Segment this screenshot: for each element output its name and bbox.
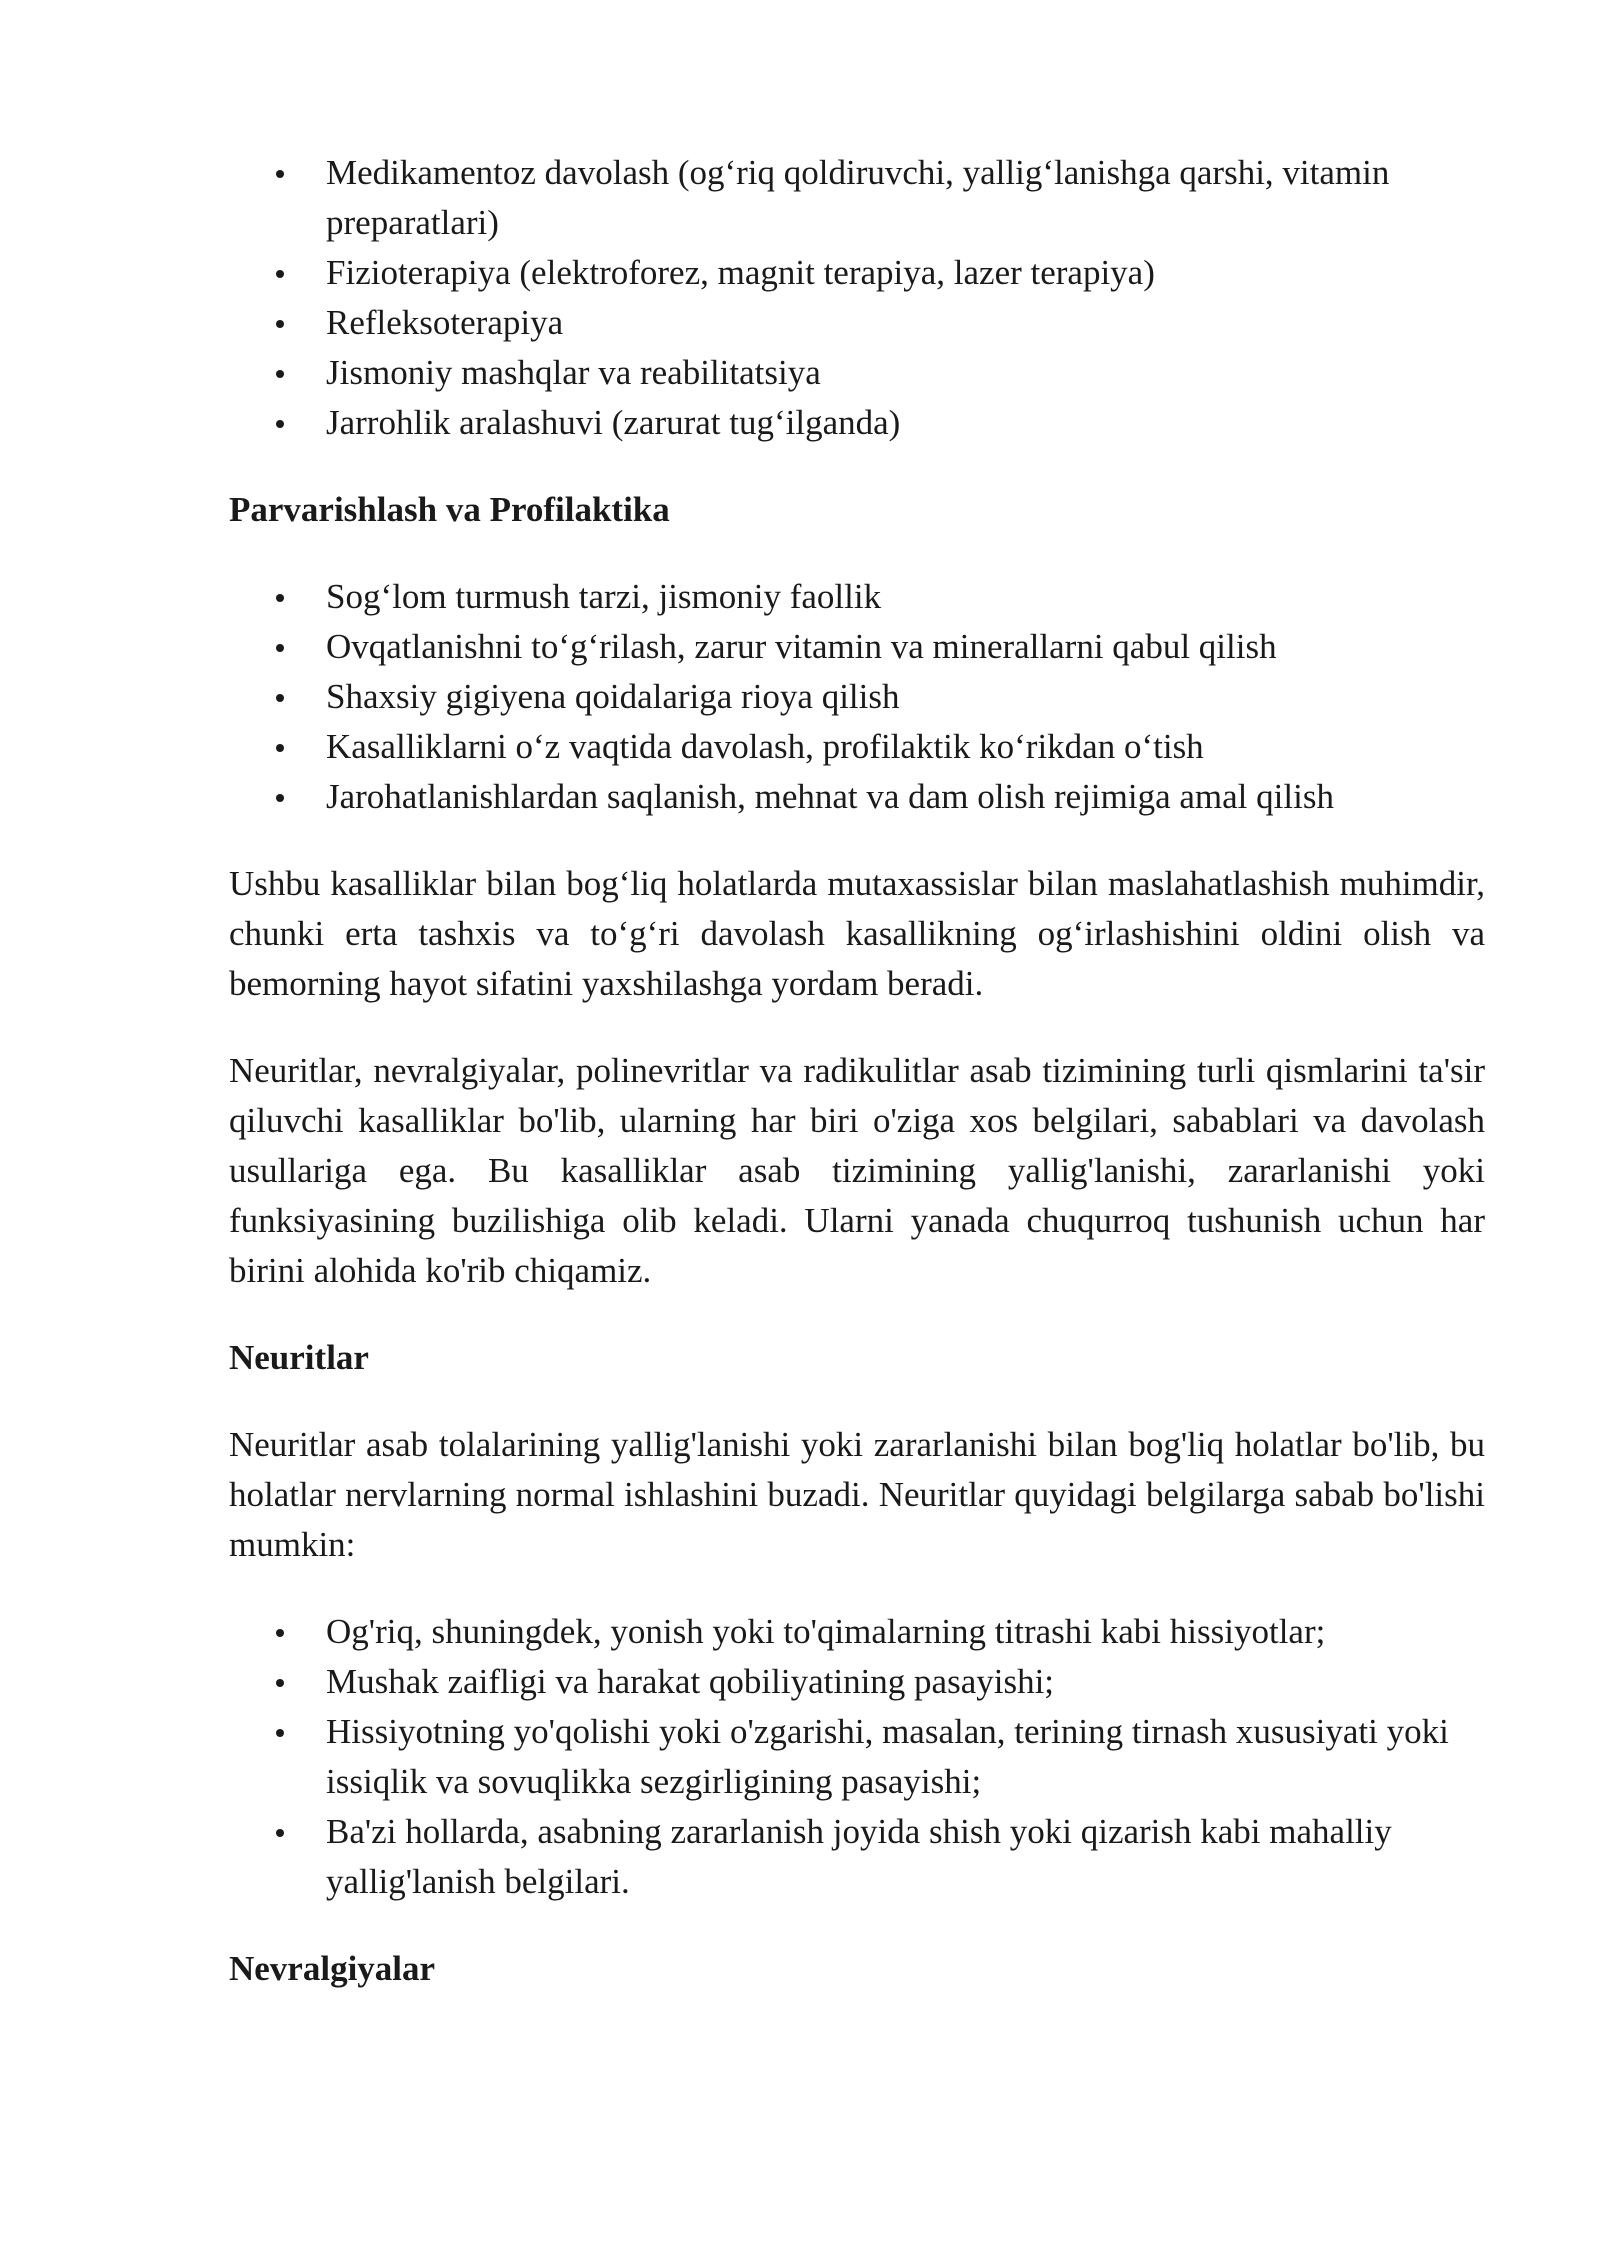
- list-item: Jismoniy mashqlar va reabilitatsiya: [326, 348, 1485, 398]
- list-item: Mushak zaifligi va harakat qobiliyatining pasayishi;: [326, 1657, 1485, 1707]
- treatment-list: [229, 148, 1485, 448]
- list-item: Hissiyotning yo'qolishi yoki o'zgarishi, masalan, terining tirnash xususiyati yoki issiqlik va sovuqlikka sezgirligining pasayishi;: [326, 1707, 1485, 1807]
- paragraph-neuritlar: Neuritlar asab tolalarining yallig'lanishi yoki zararlanishi bilan bog'liq holatlar bo'lib, bu holatlar nervlarning normal ishlashini buzadi. Neuritlar quyidagi belgilarga sabab bo'lishi mumkin:: [229, 1425, 1485, 1564]
- document-page: [229, 148, 1485, 2031]
- list-item: Jarohatlanishlardan saqlanish, mehnat va dam olish rejimiga amal qilish: [326, 772, 1485, 822]
- list-item: Fizioterapiya (elektroforez, magnit terapiya, lazer terapiya): [326, 248, 1485, 298]
- list-item: Jarrohlik aralashuvi (zarurat tug‘ilganda): [326, 398, 1485, 448]
- list-item: Ba'zi hollarda, asabning zararlanish joyida shish yoki qizarish kabi mahalliy yallig'lanish belgilari.: [326, 1807, 1485, 1907]
- list-item: Medikamentoz davolash (og‘riq qoldiruvchi, yallig‘lanishga qarshi, vitamin preparatlari): [326, 148, 1485, 248]
- paragraph-ushbu: Ushbu kasalliklar bilan bog‘liq holatlarda mutaxassislar bilan maslahatlashish muhimdir, chunki erta tashxis va to‘g‘ri davolash kasallikning og‘irlashishini oldini olish va bemorning hayot sifatini yaxshilashga yordam beradi.: [229, 864, 1485, 1003]
- list-item: Refleksoterapiya: [326, 298, 1485, 348]
- list-item: Og'riq, shuningdek, yonish yoki to'qimalarning titrashi kabi hissiyotlar;: [326, 1607, 1485, 1657]
- paragraph-intro: Neuritlar, nevralgiyalar, polinevritlar va radikulitlar asab tizimining turli qismlarini ta'sir qiluvchi kasalliklar bo'lib, ularning har biri o'ziga xos belgilari, sabablari va davolash usullariga ega. Bu kasalliklar asab tizimining yallig'lanishi, zararlanishi yoki funksiyasining buzilishiga olib keladi. Ularni yanada chuqurroq tushunish uchun har birini alohida ko'rib chiqamiz.: [229, 1051, 1485, 1290]
- list-item: Ovqatlanishni to‘g‘rilash, zarur vitamin va minerallarni qabul qilish: [326, 622, 1485, 672]
- list-item: Kasalliklarni o‘z vaqtida davolash, profilaktik ko‘rikdan o‘tish: [326, 722, 1485, 772]
- heading-parvarishlash: Parvarishlash va Profilaktika: [229, 490, 670, 529]
- heading-neuritlar: Neuritlar: [229, 1338, 369, 1377]
- list-item: Shaxsiy gigiyena qoidalariga rioya qilish: [326, 672, 1485, 722]
- heading-nevralgiyalar: Nevralgiyalar: [229, 1949, 436, 1988]
- list-item: Sog‘lom turmush tarzi, jismoniy faollik: [326, 572, 1485, 622]
- symptoms-list: [229, 1607, 1485, 1907]
- prevention-list: [229, 572, 1485, 822]
